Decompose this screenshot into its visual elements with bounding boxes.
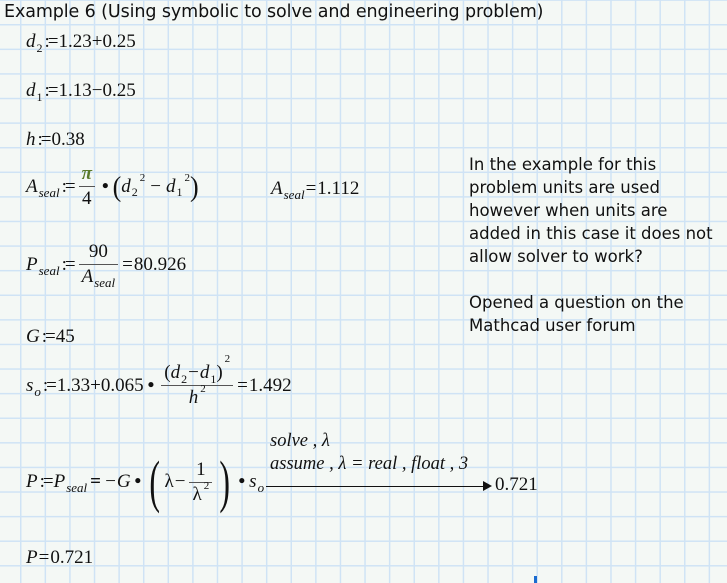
- open-paren: (: [112, 170, 122, 202]
- symbolic-arrow-line: [266, 486, 490, 487]
- fraction: [189, 458, 212, 507]
- variable-name: d: [165, 175, 176, 197]
- denominator: [79, 265, 119, 289]
- evaluation-operator: =: [237, 374, 248, 396]
- lambda-symbol: λ: [192, 483, 202, 505]
- numerator: 90: [88, 241, 108, 262]
- symbolic-arrow-icon: [483, 481, 492, 491]
- numerator: 1: [196, 458, 206, 480]
- math-region-g[interactable]: [26, 326, 75, 348]
- lambda-symbol: λ: [164, 471, 174, 492]
- close-paren: ): [216, 362, 223, 383]
- symbolic-result: 0.721: [495, 474, 538, 495]
- symbolic-keywords[interactable]: [270, 430, 540, 476]
- subscript: seal: [94, 275, 116, 290]
- subscript: 2: [181, 372, 188, 386]
- subscript: seal: [66, 480, 88, 495]
- exponent: 2: [139, 171, 146, 184]
- variable-name: s: [249, 471, 257, 492]
- evaluation-operator: =: [305, 178, 317, 199]
- fraction: [79, 162, 95, 211]
- minus-operator: −: [174, 471, 186, 492]
- variable-name: d: [121, 175, 131, 197]
- pi-constant: π: [81, 163, 92, 184]
- definition-operator: :=: [44, 31, 57, 52]
- definition-operator: :=: [61, 175, 74, 197]
- definition-operator: :=: [41, 326, 54, 347]
- math-region-a-seal-definition[interactable]: [26, 162, 199, 211]
- text-region-note[interactable]: [469, 153, 719, 337]
- worksheet-heading[interactable]: Example 6 (Using symbolic to solve and engineering problem): [4, 2, 544, 22]
- variable-name: d: [199, 362, 210, 383]
- close-paren: ): [189, 170, 199, 202]
- evaluation-operator: =: [122, 253, 133, 275]
- expression: 1.23+0.25: [58, 31, 136, 52]
- variable-name: d: [170, 362, 181, 383]
- variable-name: P: [53, 471, 66, 492]
- denominator: 4: [82, 188, 92, 209]
- fraction: [161, 353, 233, 410]
- solve-keyword[interactable]: solve , λ: [270, 431, 330, 451]
- variable-name: P: [26, 547, 38, 568]
- assume-keyword[interactable]: assume , λ = real , float , 3: [270, 454, 469, 474]
- multiply-operator: •: [134, 471, 142, 492]
- definition-operator: :=: [37, 129, 50, 150]
- math-region-h[interactable]: [26, 129, 85, 151]
- variable-name: d: [26, 80, 36, 101]
- expression: 0.38: [51, 129, 85, 150]
- insertion-cursor: [534, 576, 537, 583]
- multiply-operator: •: [101, 175, 109, 197]
- variable-name: A: [81, 266, 94, 287]
- variable-name: A: [271, 178, 283, 199]
- math-region-p-seal[interactable]: [26, 240, 186, 289]
- multiply-operator: •: [147, 374, 155, 396]
- variable-name: G: [26, 326, 40, 347]
- subscript: seal: [38, 262, 60, 278]
- definition-operator: :=: [42, 374, 55, 396]
- subscript: 1: [210, 372, 217, 386]
- subscript: 2: [36, 40, 43, 55]
- denominator: [186, 383, 209, 410]
- variable-name: A: [26, 175, 38, 197]
- subscript: seal: [283, 187, 305, 202]
- variable-name: d: [26, 31, 36, 52]
- numerator: [161, 353, 233, 386]
- multiply-operator: •: [238, 471, 246, 492]
- evaluation-operator: =: [38, 547, 50, 568]
- note-paragraph-1: In the example for this problem units are used however when units are added in this case it does not allow solver to work?: [469, 155, 713, 266]
- variable-name: s: [26, 374, 34, 396]
- note-paragraph-2: Opened a question on the Mathcad user forum: [469, 293, 684, 335]
- math-region-s-o[interactable]: [26, 353, 292, 410]
- variable-name: P: [26, 471, 38, 492]
- subscript: 1: [176, 185, 183, 199]
- denominator: [189, 479, 212, 507]
- definition-operator: :=: [39, 471, 52, 492]
- result-value: 1.112: [317, 178, 360, 199]
- minus-operator: −: [188, 362, 199, 383]
- variable-name: P: [26, 253, 38, 275]
- minus-operator: −: [150, 175, 161, 197]
- fraction: [79, 240, 119, 289]
- variable-name: h: [188, 387, 199, 408]
- expression: 45: [55, 326, 75, 347]
- exponent: 2: [203, 479, 210, 492]
- expression: 1.13−0.25: [58, 80, 136, 101]
- subscript: 1: [36, 89, 43, 104]
- variable-name: h: [26, 129, 36, 150]
- open-paren: (: [149, 449, 161, 514]
- definition-operator: :=: [61, 253, 74, 275]
- result-value: 80.926: [133, 253, 187, 275]
- result-value: 0.721: [50, 547, 94, 568]
- math-region-d2[interactable]: [26, 31, 136, 53]
- open-paren: (: [164, 362, 171, 383]
- math-region-p-solve[interactable]: [26, 449, 265, 514]
- result-value: 1.492: [248, 374, 292, 396]
- math-region-a-seal-evaluation[interactable]: [271, 178, 359, 200]
- boolean-equals-operator: =: [90, 471, 101, 492]
- math-region-p-evaluation[interactable]: [26, 547, 93, 569]
- subscript: seal: [38, 184, 60, 200]
- exponent: 2: [224, 353, 231, 365]
- subscript: o: [34, 383, 41, 399]
- subscript: 2: [131, 185, 138, 199]
- exponent: 2: [184, 171, 190, 184]
- expression-prefix: 1.33+0.065: [56, 374, 144, 396]
- subscript: o: [257, 480, 265, 495]
- negative-g: −G: [104, 471, 131, 492]
- exponent: 2: [200, 383, 206, 395]
- definition-operator: :=: [44, 80, 57, 101]
- math-region-d1[interactable]: [26, 80, 136, 102]
- close-paren: ): [219, 449, 231, 514]
